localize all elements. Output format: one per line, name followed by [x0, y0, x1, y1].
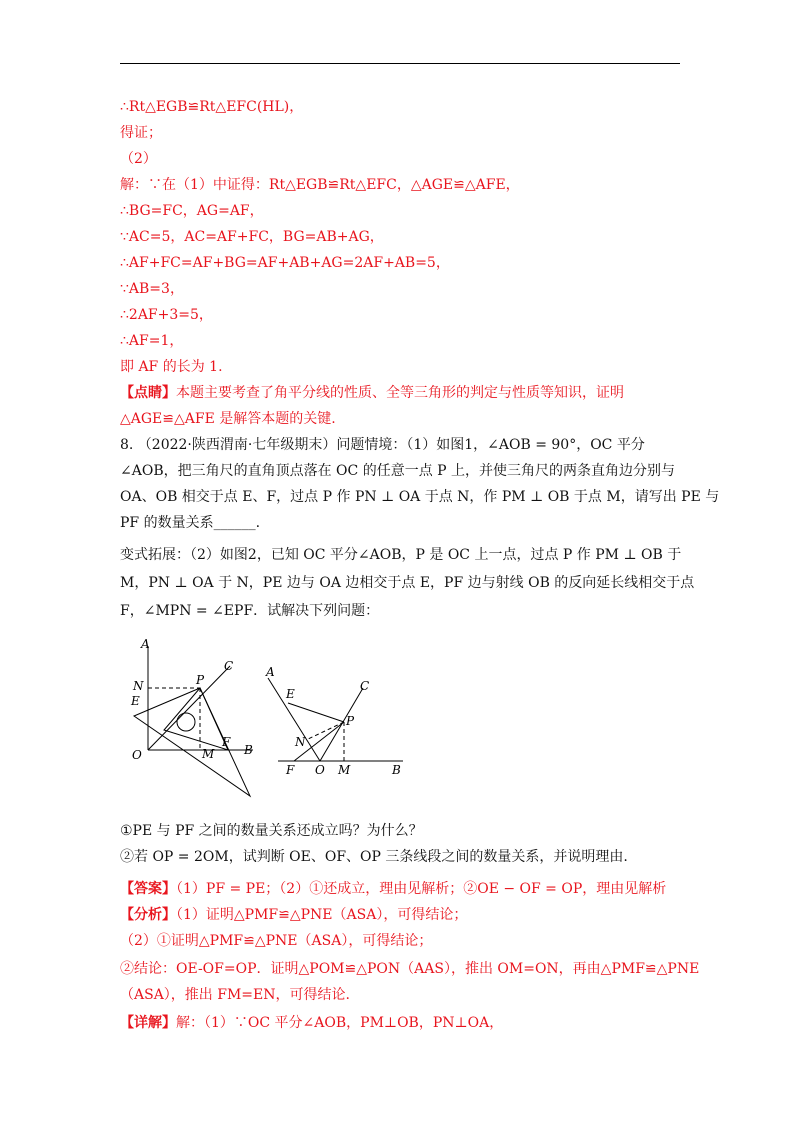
- solution-line: ∴Rt△EGB≌Rt△EFC(HL)，: [120, 99, 304, 115]
- triangle-ruler-inner: [164, 688, 228, 750]
- comment-line: △AGE≌△AFE 是解答本题的关键.: [120, 411, 336, 427]
- solution-line: ∴AF=1，: [120, 333, 184, 349]
- fig1-label-O: O: [132, 748, 142, 762]
- analysis-text: （1）证明△PMF≌△PNE（ASA），可得结论；: [176, 907, 468, 923]
- comment-line: [120, 384, 624, 402]
- fig1-label-P: P: [196, 673, 205, 687]
- fig1-label-N: N: [133, 679, 144, 693]
- fig2-label-O: O: [315, 763, 325, 777]
- solution-line: ∵AB=3，: [120, 281, 184, 297]
- question-line: PF 的数量关系______.: [120, 515, 261, 531]
- fig2-label-N: N: [295, 735, 306, 749]
- analysis-tag: 【分析】: [120, 907, 176, 923]
- question-line: 8. （2022·陕西渭南·七年级期末）问题情境：（1）如图1，∠AOB = 90°，OC 平分: [120, 437, 645, 453]
- fig1-label-M: M: [202, 747, 215, 761]
- analysis-line: （2）①证明△PMF≌△PNE（ASA），可得结论；: [120, 933, 433, 949]
- detail-text: 解：（1）∵OC 平分∠AOB，PM⊥OB，PN⊥OA，: [176, 1015, 504, 1031]
- fig2-label-M: M: [338, 763, 351, 777]
- solution-line: （2）: [120, 151, 157, 167]
- solution-line: ∴2AF+3=5，: [120, 307, 213, 323]
- answer-line: [120, 880, 666, 898]
- figure-1: [134, 646, 253, 796]
- detail-line: [120, 1014, 503, 1032]
- question-line: F，∠MPN = ∠EPF．试解决下列问题：: [120, 603, 380, 619]
- detail-tag: 【详解】: [120, 1015, 176, 1031]
- analysis-line: [120, 906, 467, 924]
- solution-line: ∴BG=FC，AG=AF，: [120, 203, 264, 219]
- solution-line: 即 AF 的长为 1.: [120, 359, 223, 375]
- analysis-line: ②结论：OE-OF=OP．证明△POM≌△PON（AAS），推出 OM=ON，再由△PMF≌△PNE: [120, 961, 700, 977]
- fig2-label-B: B: [392, 763, 401, 777]
- triangle-ruler-outer: [134, 688, 250, 796]
- solution-line: 得证；: [120, 125, 162, 141]
- subquestion-line: ①PE 与 PF 之间的数量关系还成立吗？为什么？: [120, 823, 423, 839]
- comment-tag: 【点睛】: [120, 385, 176, 401]
- question-line: M，PN ⊥ OA 于 N，PE 边与 OA 边相交于点 E，PF 边与射线 OB 的反向延长线相交于点: [120, 575, 695, 591]
- fig1-label-A: A: [141, 637, 150, 651]
- segment-PE: [288, 703, 344, 722]
- answer-tag: 【答案】: [120, 881, 176, 897]
- solution-line: 解：∵在（1）中证得：Rt△EGB≌Rt△EFC，△AGE≌△AFE，: [120, 177, 520, 193]
- fig2-label-C: C: [360, 679, 370, 693]
- fig2-label-A: A: [266, 665, 275, 679]
- question-line: 变式拓展：（2）如图2，已知 OC 平分∠AOB，P 是 OC 上一点，过点 P 作 PM ⊥ OB 于: [120, 547, 682, 563]
- subquestion-line: ②若 OP = 2OM，试判断 OE、OF、OP 三条线段之间的数量关系，并说明理由.: [120, 849, 628, 865]
- question-line: OA、OB 相交于点 E、F，过点 P 作 PN ⊥ OA 于点 N，作 PM ⊥ OB 于点 M，请写出 PE 与: [120, 489, 720, 505]
- fig1-label-F: F: [222, 735, 231, 749]
- solution-line: ∴AF+FC=AF+BG=AF+AB+AG=2AF+AB=5，: [120, 255, 450, 271]
- fig1-label-B: B: [244, 743, 253, 757]
- fig2-label-F: F: [286, 763, 295, 777]
- question-line: ∠AOB，把三角尺的直角顶点落在 OC 的任意一点 P 上，并使三角尺的两条直角边分别与: [120, 463, 676, 479]
- fig1-label-C: C: [224, 659, 234, 673]
- answer-text: （1）PF = PE；（2）①还成立，理由见解析；②OE − OF = OP，理由见解析: [176, 881, 667, 897]
- fig2-label-P: P: [346, 714, 355, 728]
- fig1-label-E: E: [131, 694, 140, 708]
- analysis-line: （ASA），推出 FM=EN，可得结论.: [120, 987, 350, 1003]
- solution-line: ∵AC=5，AC=AF+FC，BG=AB+AG，: [120, 229, 384, 245]
- header-rule: [120, 63, 680, 64]
- fig2-label-E: E: [286, 687, 295, 701]
- ruler-hole: [177, 713, 195, 731]
- comment-text: 本题主要考查了角平分线的性质、全等三角形的判定与性质等知识，证明: [176, 385, 624, 401]
- figures: [120, 630, 420, 810]
